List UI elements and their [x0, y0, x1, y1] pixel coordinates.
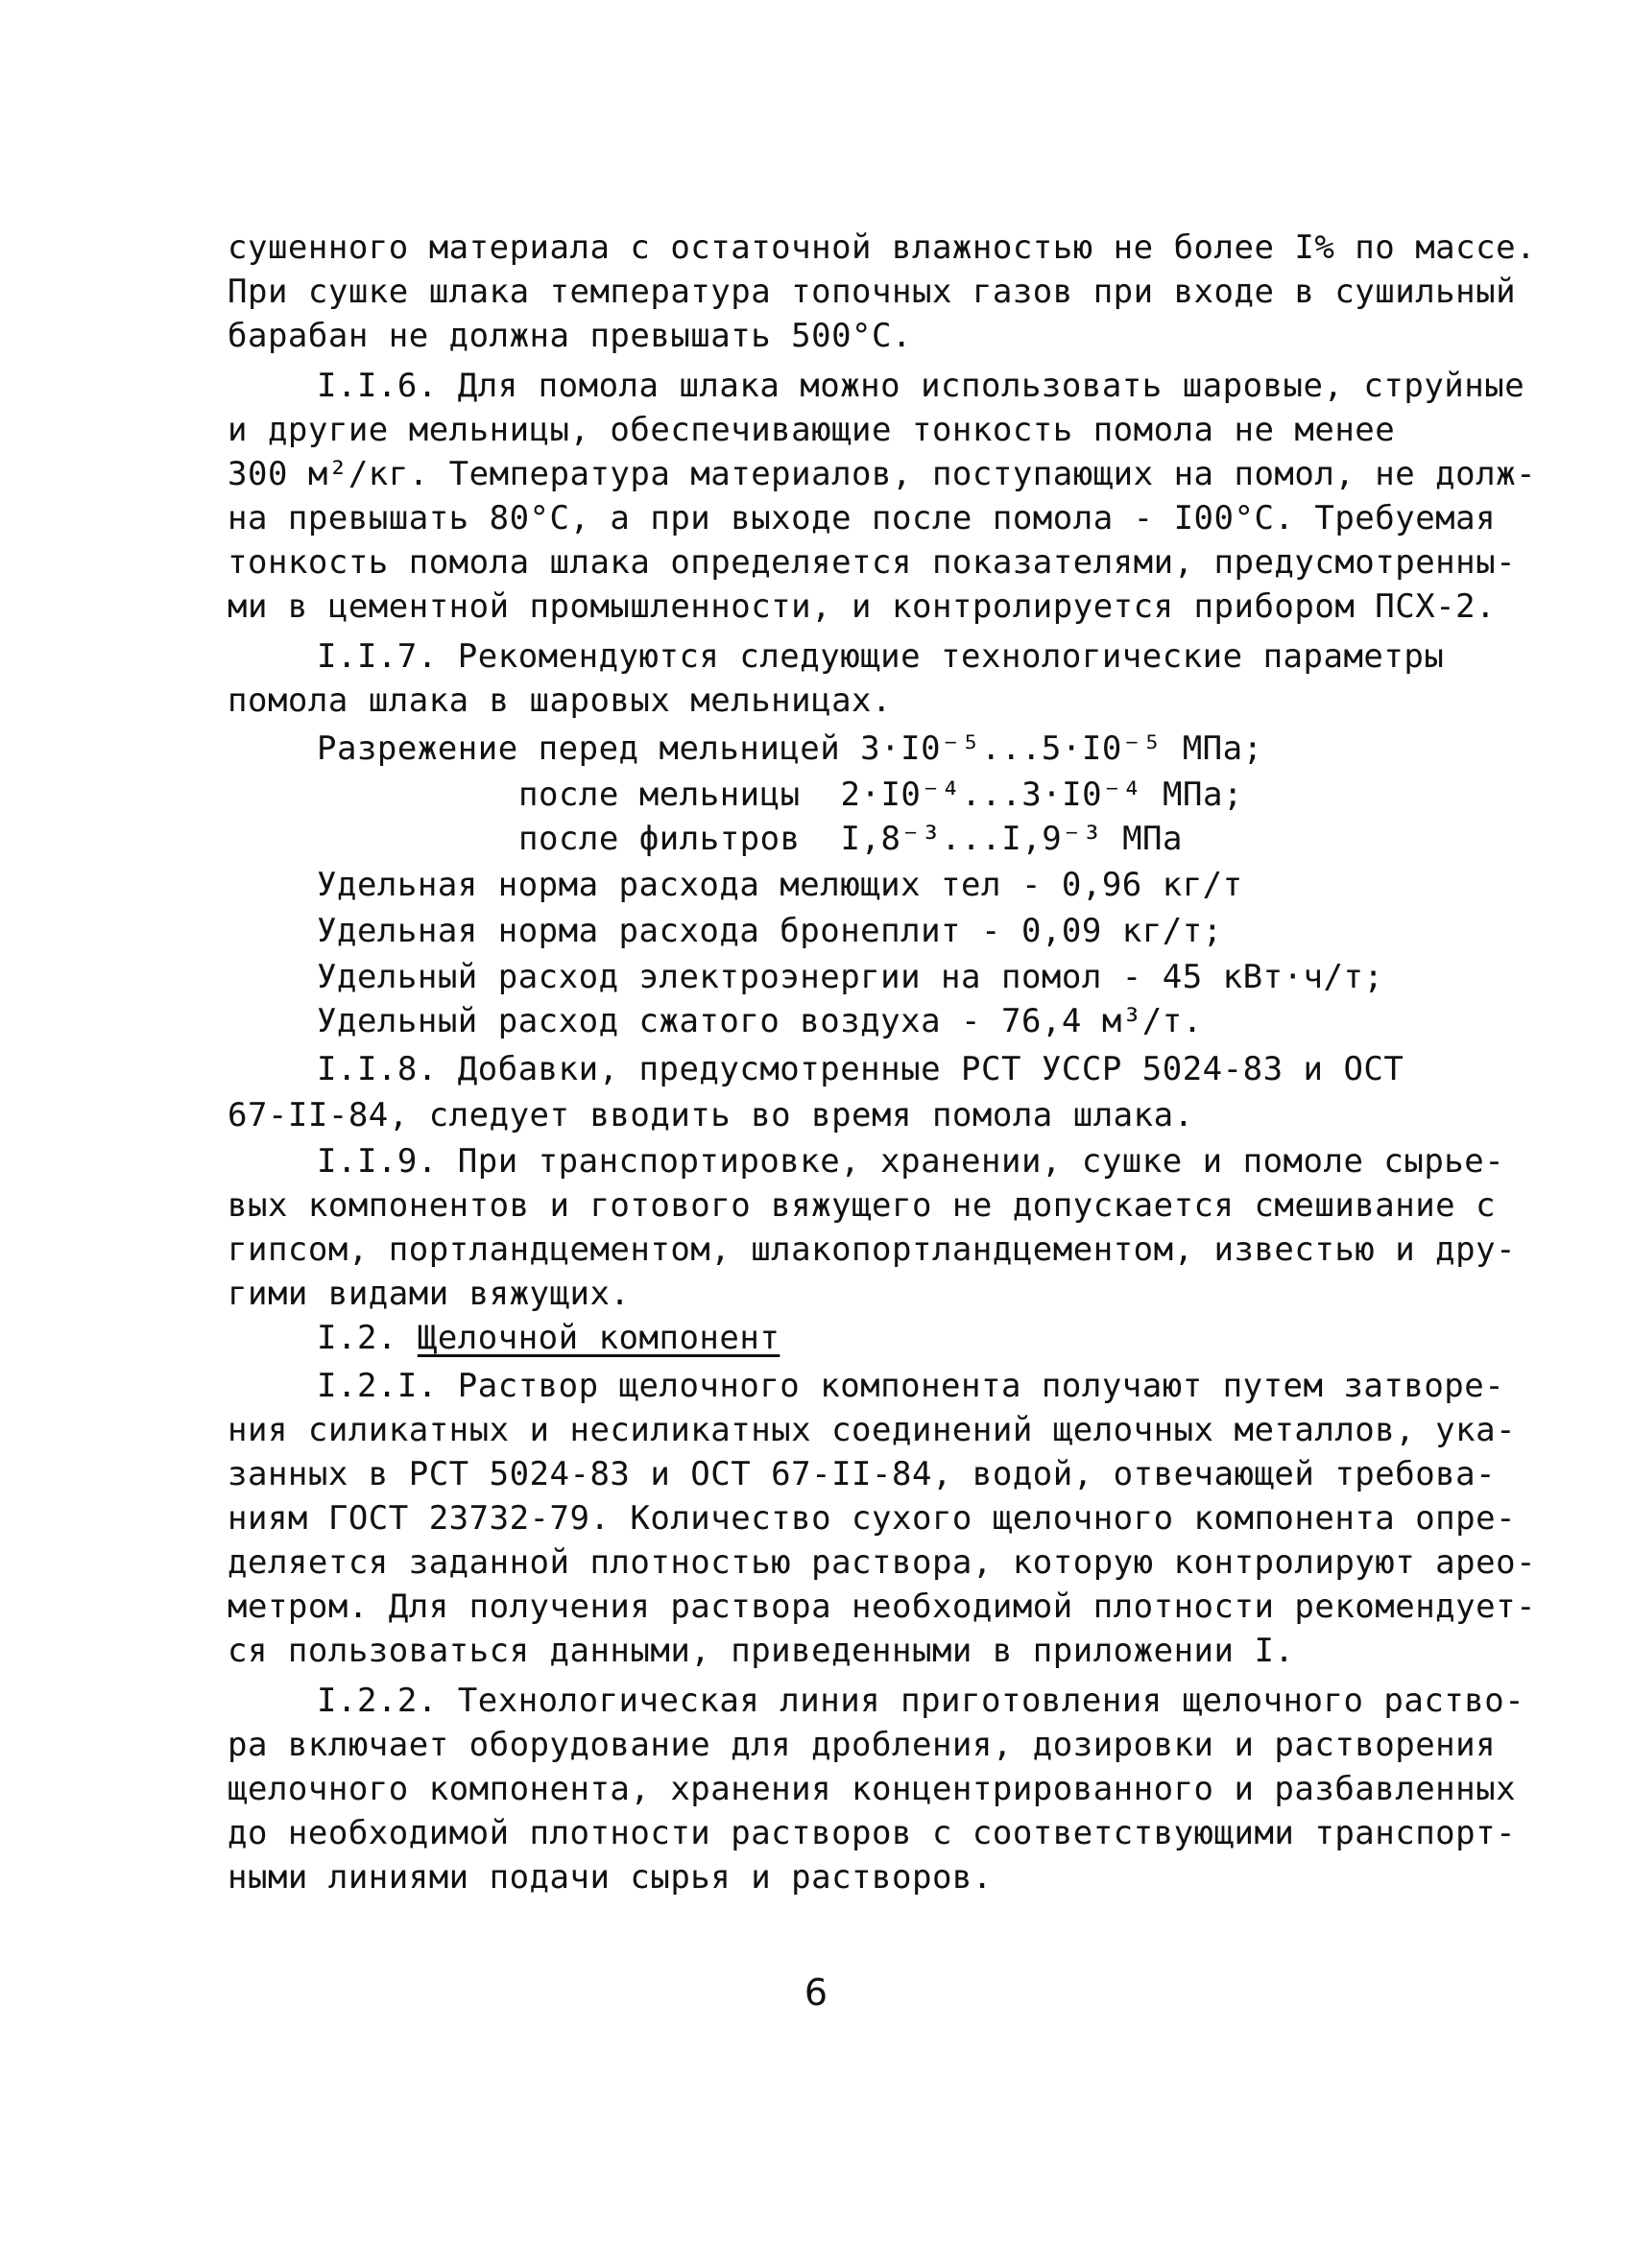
text-line: ниям ГОСТ 23732-79. Количество сухого щелочного компонента опре-: [228, 1499, 1517, 1538]
text-line: до необходимой плотности растворов с соответствующими транспорт-: [228, 1814, 1517, 1852]
section-heading: [317, 1317, 780, 1359]
text-line: 300 м²/кг. Температура материалов, поступающих на помол, не долж-: [228, 455, 1537, 493]
text-line: вых компонентов и готового вяжущего не допускается смешивание с: [228, 1186, 1497, 1225]
text-line: щелочного компонента, хранения концентрированного и разбавленных: [228, 1770, 1517, 1808]
text-line: I.2.I. Раствор щелочного компонента получают путем затворе-: [317, 1367, 1505, 1405]
text-line: I.I.6. Для помола шлака можно использовать шаровые, струйные: [317, 367, 1525, 405]
text-line: и другие мельницы, обеспечивающие тонкость помола не менее: [228, 411, 1396, 449]
text-line: ра включает оборудование для дробления, дозировки и растворения: [228, 1726, 1497, 1764]
text-line: метром. Для получения раствора необходимой плотности рекомендует-: [228, 1588, 1537, 1626]
text-line: ными линиями подачи сырья и растворов.: [228, 1858, 993, 1897]
text-line: Удельный расход сжатого воздуха - 76,4 м³/т.: [317, 1002, 1203, 1040]
text-line: Удельная норма расхода мелющих тел - 0,96 кг/т: [317, 866, 1243, 904]
section-number: I.2.: [317, 1319, 418, 1357]
section-title: Щелочной компонент: [417, 1319, 780, 1357]
text-line: ми в цементной промышленности, и контролируется прибором ПСХ-2.: [228, 587, 1497, 626]
text-line: тонкость помола шлака определяется показателями, предусмотренны-: [228, 543, 1517, 582]
text-line: I.I.9. При транспортировке, хранении, сушке и помоле сырье-: [317, 1142, 1505, 1181]
page-number: 6: [804, 1971, 828, 2014]
text-line: I.2.2. Технологическая линия приготовления щелочного раство-: [317, 1682, 1525, 1720]
text-line: При сушке шлака температура топочных газов при входе в сушильный: [228, 273, 1517, 311]
text-line: на превышать 80°C, а при выходе после помола - I00°C. Требуемая: [228, 499, 1497, 537]
text-line: занных в РСТ 5024-83 и ОСТ 67-II-84, водой, отвечающей требова-: [228, 1455, 1497, 1493]
text-line: I.I.7. Рекомендуются следующие технологические параметры: [317, 637, 1445, 676]
text-line: I.I.8. Добавки, предусмотренные РСТ УССР 5024-83 и ОСТ: [317, 1050, 1404, 1088]
text-line: после мельницы 2·I0⁻⁴...3·I0⁻⁴ МПа;: [518, 776, 1243, 814]
text-line: Разрежение перед мельницей 3·I0⁻⁵...5·I0⁻⁵ МПа;: [317, 729, 1263, 768]
text-line: деляется заданной плотностью раствора, которую контролируют арео-: [228, 1543, 1537, 1582]
text-line: помола шлака в шаровых мельницах.: [228, 681, 893, 720]
text-line: ся пользоваться данными, приведенными в приложении I.: [228, 1632, 1295, 1670]
text-line: гипсом, портландцементом, шлакопортландцементом, известью и дру-: [228, 1230, 1517, 1269]
text-line: 67-II-84, следует вводить во время помола шлака.: [228, 1096, 1194, 1134]
text-line: ния силикатных и несиликатных соединений щелочных металлов, ука-: [228, 1411, 1517, 1449]
text-line: Удельная норма расхода бронеплит - 0,09 кг/т;: [317, 912, 1223, 950]
text-line: после фильтров I,8⁻³...I,9⁻³ МПа: [518, 820, 1184, 858]
text-line: Удельный расход электроэнергии на помол - 45 кВт·ч/т;: [317, 958, 1384, 996]
text-line: сушенного материала с остаточной влажностью не более I% по массе.: [228, 228, 1537, 267]
text-line: гими видами вяжущих.: [228, 1275, 631, 1313]
text-line: барабан не должна превышать 500°C.: [228, 317, 912, 355]
